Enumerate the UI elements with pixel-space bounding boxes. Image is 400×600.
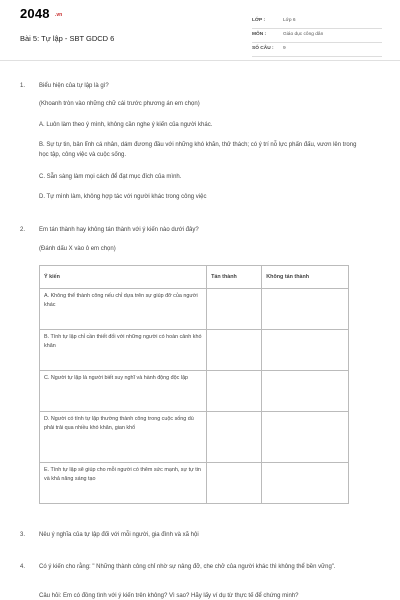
question-number: 1. xyxy=(20,83,26,89)
logo-suffix: .vn xyxy=(55,12,63,18)
disagree-checkbox-cell[interactable] xyxy=(262,412,349,463)
table-row xyxy=(40,412,349,463)
question-text: Em tán thành hay không tán thành với ý kiến nào dưới đây? xyxy=(39,227,199,233)
question-number: 3. xyxy=(20,532,26,538)
agree-checkbox-cell[interactable] xyxy=(207,371,262,412)
question-text: Biểu hiện của tự lập là gì? xyxy=(39,83,109,89)
agree-checkbox-cell[interactable] xyxy=(207,463,262,504)
disagree-checkbox-cell[interactable] xyxy=(262,463,349,504)
question-text: Nêu ý nghĩa của tự lập đối với mỗi người, gia đình và xã hội xyxy=(39,532,199,538)
logo[interactable]: 2048 xyxy=(20,6,50,21)
option-c: C. Sẵn sàng làm mọi cách để đạt mục đích của mình. xyxy=(39,174,182,180)
header xyxy=(0,0,400,61)
option-a: A. Luôn làm theo ý mình, không cần nghe ý kiến của người khác. xyxy=(39,122,213,128)
opinion-cell: E. Tính tự lập sẽ giúp cho mỗi người có thêm sức mạnh, sự tự tin và khả năng sáng tạo xyxy=(40,463,207,504)
question-number: 2. xyxy=(20,227,26,233)
option-d: D. Tự mình làm, không hợp tác với người khác trong công việc xyxy=(39,194,207,200)
meta-count: SỐ CÂU : 9 xyxy=(252,42,382,57)
table-row xyxy=(40,330,349,371)
column-header-opinion: Ý kiến xyxy=(40,266,207,289)
agree-checkbox-cell[interactable] xyxy=(207,412,262,463)
meta-subject: MÔN : Giáo dục công dân xyxy=(252,28,382,43)
meta-grade: LỚP : Lớp 6 xyxy=(252,14,382,29)
opinion-cell: A. Không thể thành công nếu chỉ dựa trên sự giúp đỡ của người khác xyxy=(40,289,207,330)
question-number: 4. xyxy=(20,564,26,570)
table-row xyxy=(40,463,349,504)
opinion-cell: C. Người tự lập là người biết suy nghĩ và hành động độc lập xyxy=(40,371,207,412)
agree-checkbox-cell[interactable] xyxy=(207,330,262,371)
question-subtext: Câu hỏi: Em có đồng tình với ý kiến trên không? Vì sao? Hãy lấy ví dụ từ thực tế để chứng minh? xyxy=(39,593,299,599)
question-instruction: (Đánh dấu X vào ô em chọn) xyxy=(39,246,116,252)
opinion-cell: B. Tính tự lập chỉ cần thiết đối với những người có hoàn cảnh khó khăn xyxy=(40,330,207,371)
disagree-checkbox-cell[interactable] xyxy=(262,371,349,412)
table-row xyxy=(40,289,349,330)
opinion-table xyxy=(39,265,349,504)
question-instruction: (Khoanh tròn vào những chữ cái trước phương án em chọn) xyxy=(39,101,200,107)
table-header-row xyxy=(40,266,349,289)
agree-checkbox-cell[interactable] xyxy=(207,289,262,330)
opinion-cell: D. Người có tính tự lập thường thành công trong cuộc sống dù phải trải qua nhiều khó khăn, gian khổ xyxy=(40,412,207,463)
page-title: Bài 5: Tự lập - SBT GDCD 6 xyxy=(20,34,115,43)
column-header-disagree: Không tán thành xyxy=(262,266,349,289)
question-text: Có ý kiến cho rằng: " Những thành công chỉ nhờ sự nâng đỡ, che chở của người khác thì không thể bền vững". xyxy=(39,564,336,570)
disagree-checkbox-cell[interactable] xyxy=(262,330,349,371)
column-header-agree: Tán thành xyxy=(207,266,262,289)
disagree-checkbox-cell[interactable] xyxy=(262,289,349,330)
table-row xyxy=(40,371,349,412)
option-b: B. Sự tự tin, bản lĩnh cá nhân, dám đương đầu với những khó khăn, thử thách; có ý trí nỗ lực phấn đấu, vươn lên trong học tập, công việc và cuộc sống. xyxy=(39,142,357,158)
